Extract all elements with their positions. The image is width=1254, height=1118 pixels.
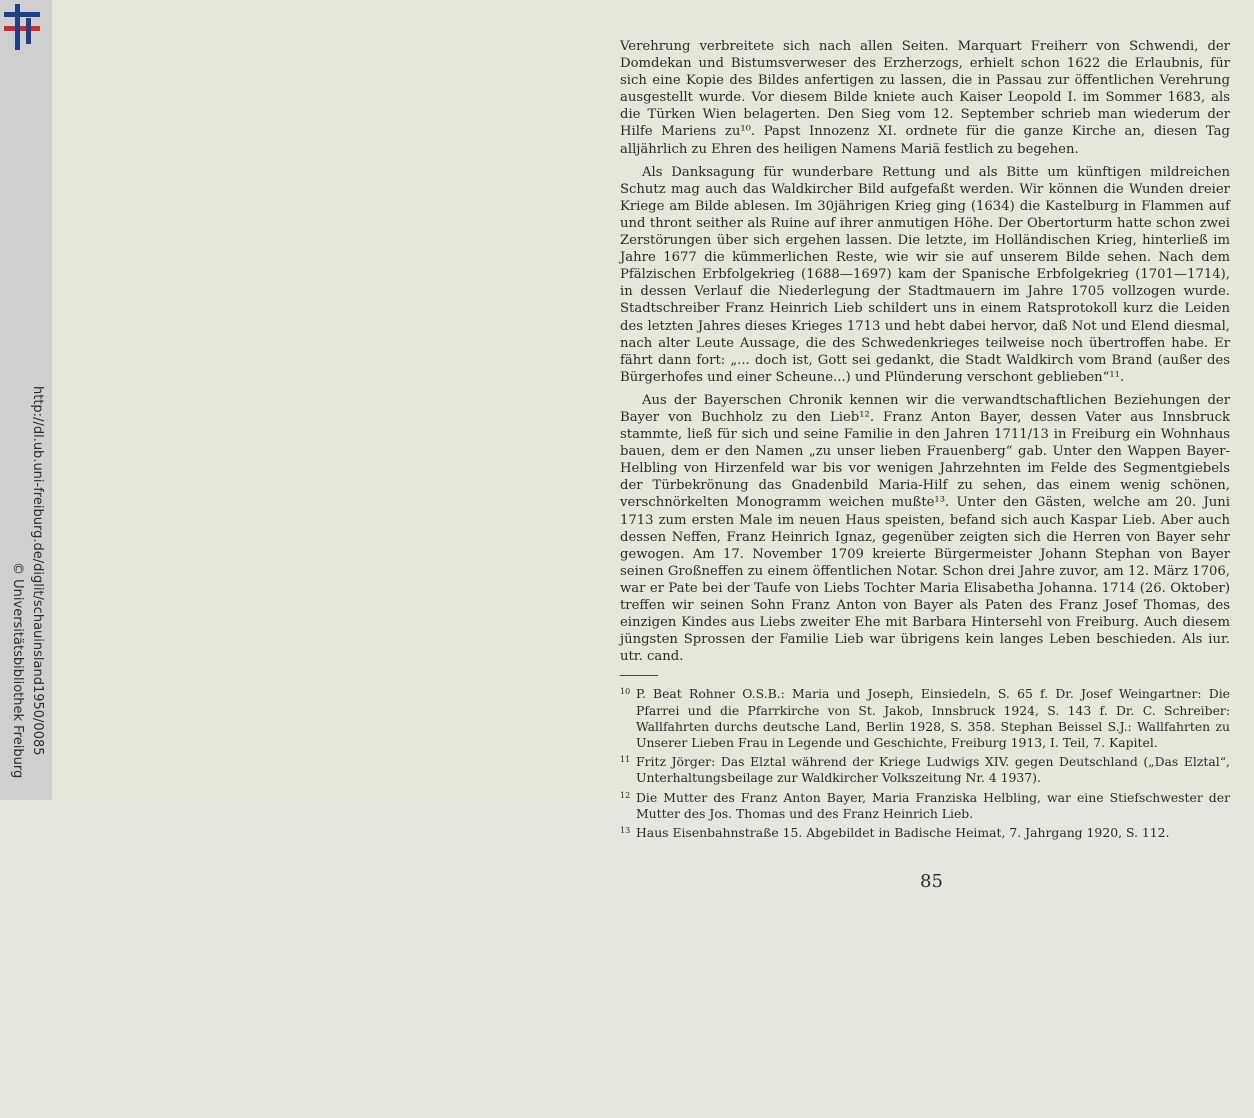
page-content-rotated	[620, 38, 1230, 1118]
footnote-number: 10	[620, 687, 631, 697]
page-text-block	[620, 38, 1230, 1118]
footnote-number: 12	[620, 790, 631, 800]
footnote-13	[620, 825, 1230, 841]
footnote-text: P. Beat Rohner O.S.B.: Maria und Joseph, Einsiedeln, S. 65 f. Dr. Josef Weingartner: Die Pfarrei und die Pfarrkirche von St. Jakob, Innsbruck 1924, S. 143 f. Dr. C. Schreiber: Wallfahrten durchs deutsche Land, Berlin 1928, S. 358. Stephan Beissel S.J.: Wallfahrten zu Unserer Lieben Frau in Legende und Geschichte, Freiburg 1913, I. Teil, 7. Kapitel.	[636, 686, 1230, 750]
page-number: 85	[920, 871, 943, 893]
source-url[interactable]: http://dl.ub.uni-freiburg.de/diglit/schauinsland1950/0085	[30, 386, 45, 756]
footnote-text: Die Mutter des Franz Anton Bayer, Maria Franziska Helbling, war eine Stiefschwester der Mutter des Jos. Thomas und des Franz Heinrich Lieb.	[636, 789, 1230, 821]
footnote-10	[620, 686, 1230, 751]
paragraph-3: Aus der Bayerschen Chronik kennen wir die verwandtschaftlichen Beziehungen der Bayer von Buchholz zu den Lieb¹². Franz Anton Bayer, dessen Vater aus Innsbruck stammte, ließ für sich und seine Familie in den Jahren 1711/13 in Freiburg ein Wohnhaus bauen, dem er den Namen „zu unser lieben Frauenberg“ gab. Unter den Wappen Bayer-Helbling von Hirzenfeld war bis vor wenigen Jahrzehnten im Felde des Segmentgiebels der Türbekrönung das Gnadenbild Maria-Hilf zu sehen, das einem wenig schönen, verschnörkelten Monogramm weichen mußte¹³. Unter den Gästen, welche am 20. Juni 1713 zum ersten Male im neuen Haus speisten, befand sich auch Kaspar Lieb. Aber auch dessen Neffen, Franz Heinrich Ignaz, gegenüber zeigten sich die Herren von Bayer sehr gewogen. Am 17. November 1709 kreierte Bürgermeister Johann Stephan von Bayer seinen Großneffen zu einem öffentlichen Notar. Schon drei Jahre zuvor, am 12. März 1706, war er Pate bei der Taufe von Liebs Tochter Maria Elisabetha Johanna. 1714 (26. Oktober) treffen wir seinen Sohn Franz Anton von Bayer als Paten des Franz Josef Thomas, des einzigen Kindes aus Liebs zweiter Ehe mit Barbara Hintersehl von Freiburg. Auch diesem jüngsten Sprossen der Familie Lieb war übrigens kein langes Leben beschieden. Als iur. utr. cand.	[620, 392, 1230, 665]
viewer-margin	[0, 0, 52, 800]
footnote-11	[620, 754, 1230, 786]
footnote-number: 11	[620, 755, 631, 765]
footnote-number: 13	[620, 826, 631, 835]
footnote-text: Fritz Jörger: Das Elztal während der Kriege Ludwigs XIV. gegen Deutschland („Das Elztal“, Unterhaltungsbeilage zur Waldkircher Volkszeitung Nr. 4 1937).	[636, 754, 1230, 786]
footnote-12	[620, 790, 1230, 822]
paragraph-2: Als Danksagung für wunderbare Rettung und als Bitte um künftigen mildreichen Schutz mag auch das Waldkircher Bild aufgefaßt werden. Wir können die Wunden dreier Kriege am Bilde ablesen. Im 30jährigen Krieg ging (1634) die Kastelburg in Flammen auf und thront seither als Ruine auf ihrer anmutigen Höhe. Der Obertorturm hatte schon zwei Zerstörungen über sich ergehen lassen. Die letzte, im Holländischen Krieg, hinterließ im Jahre 1677 die kümmerlichen Reste, wie wir sie auf unserem Bilde sehen. Nach dem Pfälzischen Erbfolgekrieg (1688—1697) kam der Spanische Erbfolgekrieg (1701—1714), in dessen Verlauf die Niederlegung der Stadtmauern im Jahre 1705 vollzogen wurde. Stadtschreiber Franz Heinrich Lieb schildert uns in einem Ratsprotokoll kurz die Leiden des letzten Jahres dieses Krieges 1713 und hebt dabei hervor, daß Not und Elend diesmal, nach alter Leute Aussage, die des Schwedenkrieges teilweise noch übertroffen habe. Er fährt dann fort: „... doch ist, Gott sei gedankt, die Stadt Waldkirch vom Brand (außer des Bürgerhofes und einer Scheune...) und Plünderung verschont geblieben“¹¹.	[620, 164, 1230, 385]
copyright-notice: © Universitätsbibliothek Freiburg	[10, 562, 25, 779]
paragraph-1: Verehrung verbreitete sich nach allen Seiten. Marquart Freiherr von Schwendi, der Domdekan und Bistumsverweser des Erzherzogs, erhielt schon 1622 die Erlaubnis, für sich eine Kopie des Bildes anfertigen zu lassen, die in Passau zur öffentlichen Verehrung ausgestellt wurde. Vor diesem Bilde kniete auch Kaiser Leopold I. im Sommer 1683, als die Türken Wien belagerten. Den Sieg vom 12. September schrieb man wiederum der Hilfe Mariens zu¹⁰. Papst Innozenz XI. ordnete für die ganze Kirche an, diesen Tag alljährlich zu Ehren des heiligen Namens Mariä festlich zu begehen.	[620, 39, 1230, 157]
university-library-logo	[2, 4, 42, 50]
footnote-text: Haus Eisenbahnstraße 15. Abgebildet in Badische Heimat, 7. Jahrgang 1920, S. 112.	[636, 825, 1170, 840]
scanned-page	[52, 0, 1254, 893]
footnote-divider	[620, 675, 658, 676]
